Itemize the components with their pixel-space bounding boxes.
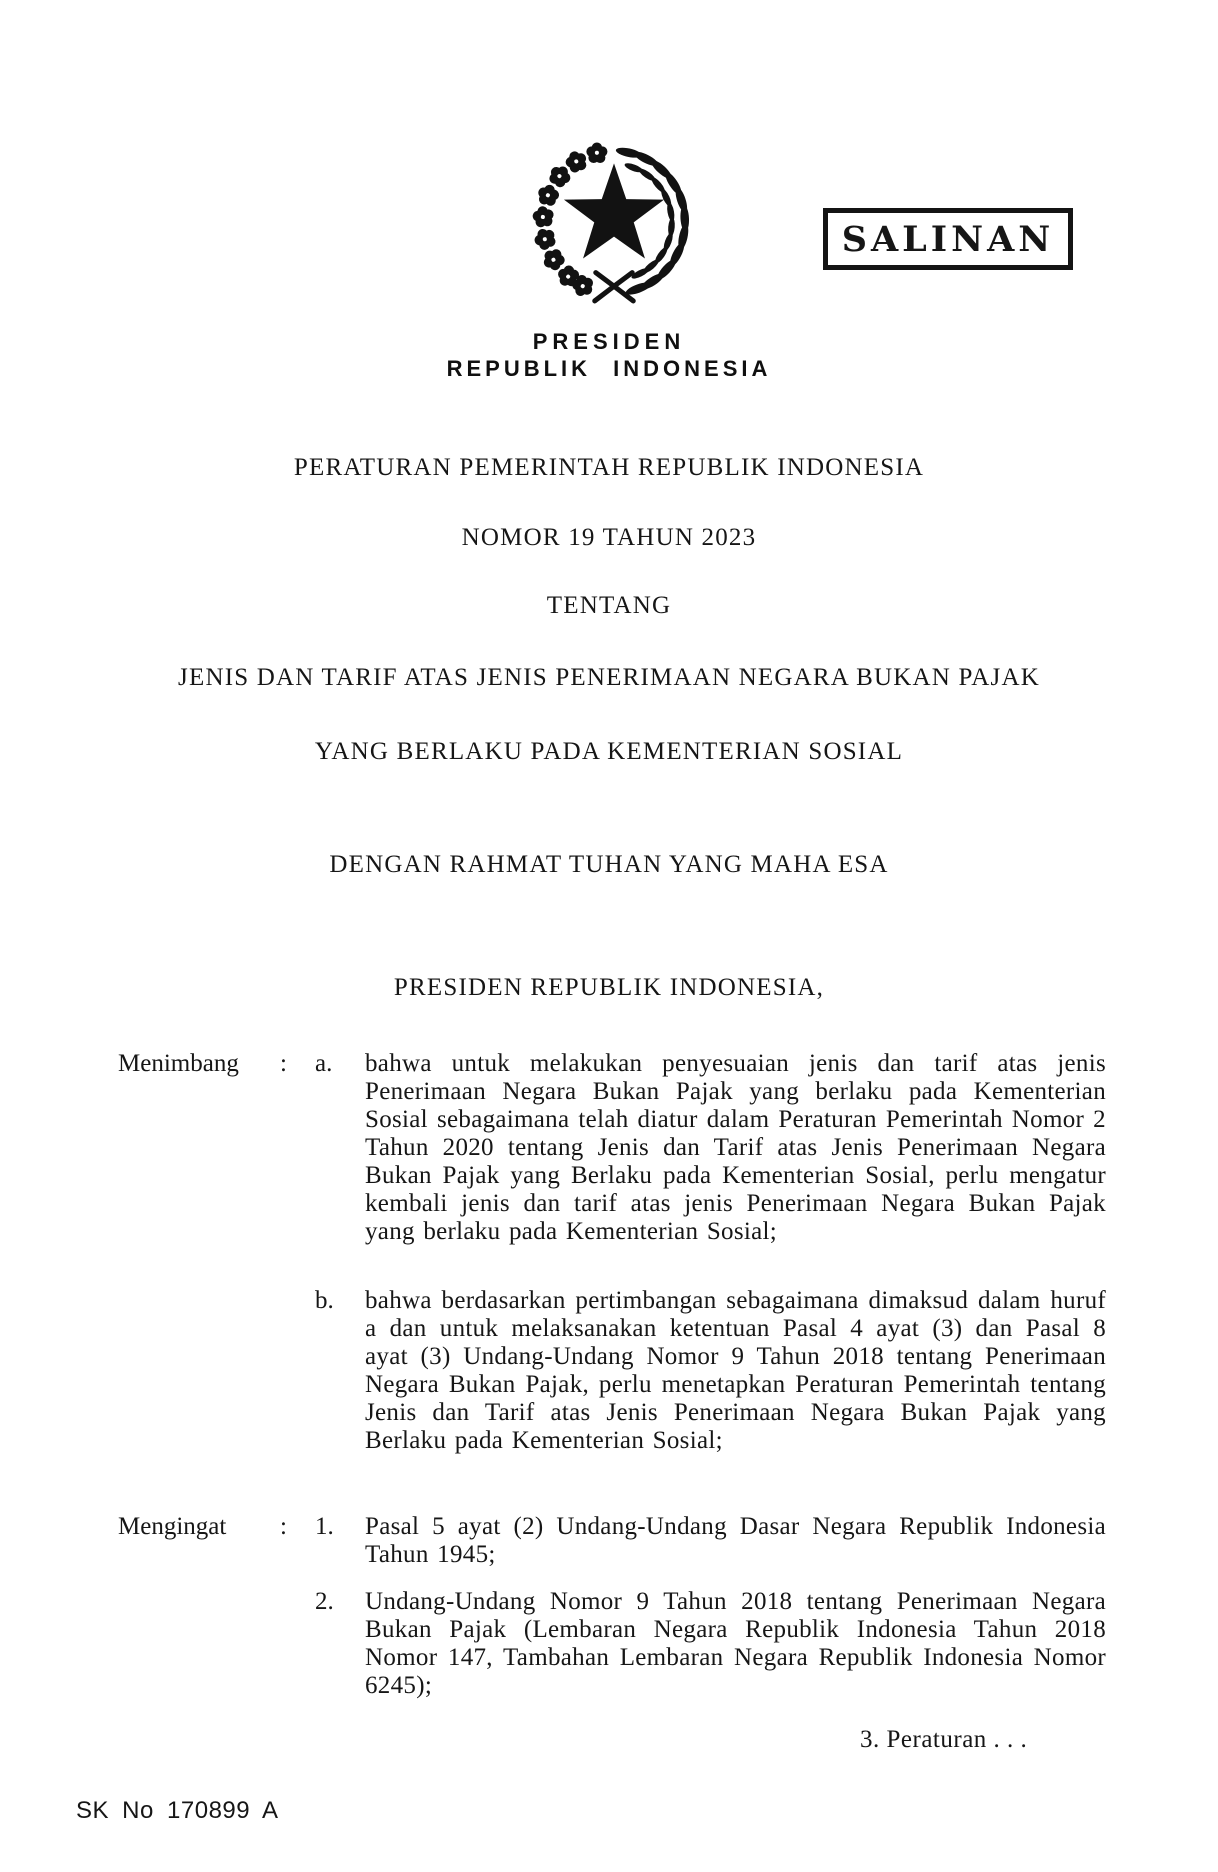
item-text: Undang-Undang Nomor 9 Tahun 2018 tentang Penerimaan Negara Bukan Pajak (Lembaran Negara Republik Indonesia Tahun 2018 Nomor 147, Tambahan Lembaran Negara Republik Indonesia Nomor 6245); — [365, 1588, 1106, 1699]
considering-items — [315, 1050, 1106, 1455]
considering-section — [118, 1050, 1106, 1455]
considering-label: Menimbang — [118, 1050, 239, 1077]
letterhead-presiden: PRESIDEN — [532, 329, 686, 354]
citing-items — [315, 1513, 1106, 1700]
item-marker: b. — [315, 1287, 334, 1314]
citing-label: Mengingat — [118, 1513, 227, 1540]
considering-item-b — [315, 1287, 1106, 1455]
enacting-authority-line: PRESIDEN REPUBLIK INDONESIA, — [393, 974, 825, 1001]
item-text: Pasal 5 ayat (2) Undang-Undang Dasar Negara Republik Indonesia Tahun 1945; — [365, 1513, 1106, 1568]
regulation-number-line: NOMOR 19 TAHUN 2023 — [461, 524, 757, 551]
item-text: bahwa berdasarkan pertimbangan sebagaimana dimaksud dalam huruf a dan untuk melaksanakan ketentuan Pasal 4 ayat (3) dan Pasal 8 ayat (3) Undang-Undang Nomor 9 Tahun 2018 tentang Penerimaan Negara Bukan Pajak, perlu menetapkan Peraturan Pemerintah tentang Jenis dan Tarif atas Jenis Penerimaan Negara Bukan Pajak yang Berlaku pada Kementerian Sosial; — [365, 1287, 1106, 1454]
presidential-star-wreath-emblem-icon — [528, 133, 700, 309]
catchword: 3. Peraturan . . . — [860, 1726, 1028, 1753]
subject-line-1: JENIS DAN TARIF ATAS JENIS PENERIMAAN NEGARA BUKAN PAJAK — [178, 664, 1040, 691]
item-marker: 1. — [315, 1513, 334, 1540]
citing-section — [118, 1513, 1106, 1700]
item-marker: a. — [315, 1050, 333, 1077]
invocation-line: DENGAN RAHMAT TUHAN YANG MAHA ESA — [329, 851, 889, 878]
salinan-stamp-box — [823, 208, 1073, 270]
citing-item-1 — [315, 1513, 1106, 1588]
considering-colon: : — [280, 1050, 287, 1077]
regulation-title-line: PERATURAN PEMERINTAH REPUBLIK INDONESIA — [293, 454, 925, 481]
doc-code: SK No 170899 A — [76, 1797, 279, 1824]
letterhead-republik-indonesia: REPUBLIK INDONESIA — [446, 356, 772, 381]
subject-line-2: YANG BERLAKU PADA KEMENTERIAN SOSIAL — [314, 738, 904, 765]
citing-item-2 — [315, 1588, 1106, 1700]
salinan-label: SALINAN — [841, 218, 1055, 260]
item-text: bahwa untuk melakukan penyesuaian jenis dan tarif atas jenis Penerimaan Negara Bukan Pajak yang berlaku pada Kementerian Sosial sebagaimana telah diatur dalam Peraturan Pemerintah Nomor 2 Tahun 2020 tentang Jenis dan Tarif atas Jenis Penerimaan Negara Bukan Pajak yang Berlaku pada Kementerian Sosial, perlu mengatur kembali jenis dan tarif atas jenis Penerimaan Negara Bukan Pajak yang berlaku pada Kementerian Sosial; — [365, 1050, 1106, 1245]
citing-colon: : — [280, 1513, 287, 1540]
considering-item-a — [315, 1050, 1106, 1287]
item-marker: 2. — [315, 1588, 334, 1615]
tentang-line: TENTANG — [546, 592, 672, 619]
